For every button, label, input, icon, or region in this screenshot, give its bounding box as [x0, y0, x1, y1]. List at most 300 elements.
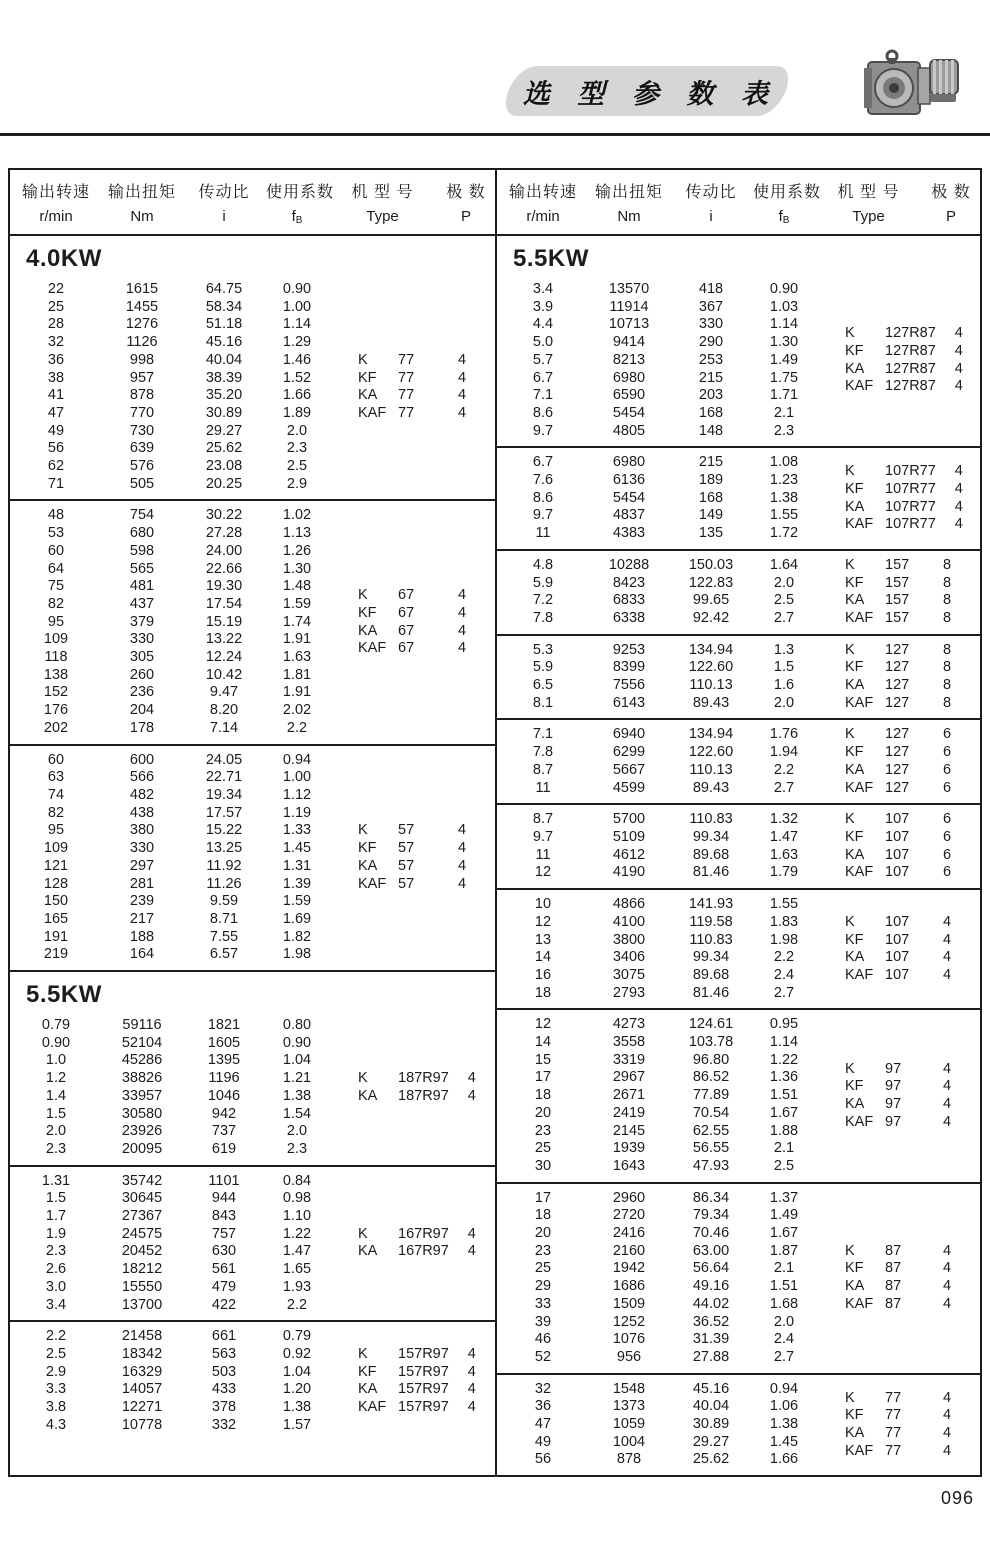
- type-row: [845, 677, 970, 695]
- data-block: [10, 1165, 495, 1321]
- type-model: 57: [398, 822, 415, 839]
- cell-torque: 33957: [121, 1087, 163, 1104]
- type-column: [328, 1328, 505, 1434]
- cell-speed: 176: [43, 702, 69, 719]
- title-banner: [502, 66, 792, 116]
- cell-service-factor: 1.30: [282, 560, 312, 577]
- selection-table: [8, 168, 982, 1477]
- cell-service-factor: 1.98: [282, 946, 312, 963]
- type-prefix: KF: [845, 931, 864, 948]
- type-prefix: KA: [845, 677, 865, 694]
- cell-torque: 204: [129, 702, 155, 719]
- cell-service-factor: 1.33: [282, 822, 312, 839]
- cell-torque: 878: [616, 1451, 642, 1468]
- cell-torque: 23926: [121, 1123, 163, 1140]
- cell-ratio: 1821: [207, 1017, 241, 1034]
- data-block: [10, 1320, 495, 1440]
- cell-torque: 4599: [612, 779, 646, 796]
- cell-ratio: 168: [698, 404, 724, 421]
- cell-torque: 3406: [612, 949, 646, 966]
- cell-speed: 3.4: [45, 1296, 67, 1313]
- type-row: [358, 1346, 495, 1364]
- type-row: [358, 876, 485, 894]
- cell-ratio: 122.83: [688, 574, 734, 591]
- cell-speed: 13: [534, 931, 552, 948]
- numeric-columns: [497, 726, 815, 797]
- poles-cell: 4: [942, 1095, 952, 1112]
- cell-speed: 109: [43, 840, 69, 857]
- type-prefix: KF: [358, 840, 377, 857]
- type-prefix: KF: [845, 828, 864, 845]
- type-prefix: K: [845, 811, 855, 828]
- cell-torque: 5454: [612, 404, 646, 421]
- type-prefix: KAF: [358, 640, 387, 657]
- cell-torque: 21458: [121, 1328, 163, 1345]
- cell-torque: 2671: [612, 1087, 646, 1104]
- poles-cell: 4: [467, 1345, 476, 1362]
- cell-speed: 2.6: [45, 1261, 67, 1278]
- cell-ratio: 31.39: [692, 1331, 730, 1348]
- type-prefix: KA: [845, 498, 865, 515]
- cell-ratio: 56.55: [692, 1140, 730, 1157]
- type-column: [815, 454, 990, 543]
- type-model: 157: [885, 574, 910, 591]
- cell-service-factor: 2.2: [286, 719, 308, 736]
- cell-ratio: 215: [698, 369, 724, 386]
- column-label: 极 数: [446, 184, 486, 201]
- type-model: 97: [885, 1078, 902, 1095]
- type-row: [845, 829, 970, 847]
- cell-service-factor: 1.14: [769, 1034, 799, 1051]
- cell-torque: 13700: [121, 1296, 163, 1313]
- cell-torque: 680: [129, 525, 155, 542]
- cell-speed: 1.4: [45, 1087, 67, 1104]
- type-model: 157: [885, 592, 910, 609]
- type-prefix: K: [358, 1225, 368, 1242]
- data-block: [10, 744, 495, 970]
- type-model: 87: [885, 1260, 902, 1277]
- type-prefix: KA: [845, 949, 865, 966]
- cell-speed: 36: [534, 1398, 552, 1415]
- cell-ratio: 13.22: [205, 631, 243, 648]
- cell-torque: 6833: [612, 592, 646, 609]
- type-model: 127R87: [885, 325, 936, 342]
- cell-ratio: 148: [698, 422, 724, 439]
- type-row: [845, 847, 970, 865]
- type-column: [815, 811, 980, 882]
- type-model: 127: [885, 677, 910, 694]
- cell-speed: 14: [534, 949, 552, 966]
- cell-torque: 5667: [612, 761, 646, 778]
- type-model: 57: [398, 875, 415, 892]
- cell-service-factor: 1.91: [282, 684, 312, 701]
- cell-torque: 30580: [121, 1105, 163, 1122]
- data-block: [497, 803, 980, 888]
- type-model: 157R97: [398, 1381, 449, 1398]
- cell-speed: 60: [47, 542, 65, 559]
- cell-speed: 17: [534, 1189, 552, 1206]
- cell-speed: 7.1: [532, 387, 554, 404]
- cell-ratio: 1395: [207, 1052, 241, 1069]
- type-model: 77: [398, 404, 415, 421]
- cell-torque: 6136: [612, 472, 646, 489]
- cell-ratio: 141.93: [688, 896, 734, 913]
- type-prefix: KF: [845, 1078, 864, 1095]
- poles-cell: 4: [457, 857, 467, 874]
- cell-speed: 3.4: [532, 281, 554, 297]
- cell-service-factor: 1.32: [769, 811, 799, 828]
- cell-service-factor: 1.19: [282, 804, 312, 821]
- cell-ratio: 81.46: [692, 864, 730, 881]
- cell-service-factor: 1.38: [282, 1087, 312, 1104]
- cell-torque: 1942: [612, 1260, 646, 1277]
- cell-ratio: 189: [698, 472, 724, 489]
- type-model: 107R77: [885, 463, 936, 480]
- cell-service-factor: 1.12: [282, 786, 312, 803]
- poles-cell: 4: [954, 360, 963, 377]
- type-prefix: KAF: [845, 516, 874, 533]
- type-model: 97: [885, 1113, 902, 1130]
- type-prefix: KA: [845, 761, 865, 778]
- cell-torque: 5454: [612, 489, 646, 506]
- type-model: 77: [885, 1442, 902, 1459]
- cell-ratio: 1196: [208, 1070, 240, 1087]
- cell-speed: 18: [534, 1087, 552, 1104]
- cell-speed: 18: [534, 984, 552, 1001]
- cell-torque: 297: [129, 857, 155, 874]
- type-row: [845, 967, 970, 985]
- cell-service-factor: 1.83: [769, 913, 799, 930]
- numeric-columns: [497, 1190, 815, 1367]
- type-model: 187R97: [398, 1087, 449, 1104]
- cell-service-factor: 1.20: [282, 1381, 312, 1398]
- cell-service-factor: 1.37: [769, 1189, 799, 1206]
- poles-cell: 4: [467, 1381, 476, 1398]
- cell-speed: 41: [47, 387, 65, 404]
- cell-speed: 5.9: [532, 574, 554, 591]
- cell-torque: 4190: [612, 864, 646, 881]
- poles-cell: 4: [467, 1225, 476, 1242]
- cell-service-factor: 1.04: [282, 1363, 312, 1380]
- cell-service-factor: 1.63: [282, 649, 312, 666]
- cell-service-factor: 1.47: [282, 1243, 312, 1260]
- cell-speed: 5.9: [532, 659, 554, 676]
- cell-ratio: 561: [211, 1261, 237, 1278]
- cell-torque: 13570: [608, 281, 650, 297]
- data-block: [497, 634, 980, 719]
- cell-speed: 9.7: [532, 507, 554, 524]
- cell-service-factor: 2.0: [286, 422, 308, 439]
- cell-service-factor: 1.63: [769, 846, 799, 863]
- type-prefix: K: [358, 822, 368, 839]
- poles-cell: 4: [457, 822, 467, 839]
- column-label: 机 型 号: [351, 184, 414, 201]
- cell-speed: 1.7: [45, 1208, 67, 1225]
- cell-service-factor: 1.67: [769, 1225, 799, 1242]
- type-prefix: K: [845, 325, 855, 342]
- numeric-columns: [497, 1016, 815, 1175]
- cell-service-factor: 1.94: [769, 744, 799, 761]
- cell-speed: 95: [47, 822, 65, 839]
- cell-service-factor: 1.64: [769, 556, 799, 573]
- type-row: [845, 557, 970, 575]
- cell-speed: 8.6: [532, 404, 554, 421]
- cell-torque: 379: [129, 613, 155, 630]
- cell-speed: 64: [47, 560, 65, 577]
- type-prefix: KA: [358, 1087, 378, 1104]
- type-row: [358, 1243, 495, 1261]
- cell-torque: 14057: [121, 1381, 163, 1398]
- cell-ratio: 1046: [207, 1087, 241, 1104]
- cell-torque: 8423: [612, 574, 646, 591]
- type-column: [328, 1173, 505, 1315]
- poles-cell: 4: [954, 325, 963, 342]
- type-row: [845, 1243, 970, 1261]
- poles-cell: 4: [954, 342, 963, 359]
- cell-ratio: 49.16: [692, 1278, 730, 1295]
- cell-speed: 18: [534, 1207, 552, 1224]
- numeric-columns: [10, 507, 328, 737]
- cell-ratio: 47.93: [692, 1157, 730, 1174]
- cell-torque: 178: [129, 719, 155, 736]
- numeric-columns: [10, 1173, 328, 1315]
- cell-ratio: 418: [698, 281, 724, 297]
- cell-service-factor: 1.38: [769, 1416, 799, 1433]
- type-row: [358, 1226, 495, 1244]
- cell-torque: 1076: [612, 1331, 646, 1348]
- cell-service-factor: 1.39: [282, 875, 312, 892]
- data-block: [497, 549, 980, 634]
- numeric-columns: [497, 1381, 815, 1470]
- type-row: [845, 481, 982, 499]
- cell-ratio: 44.02: [692, 1295, 730, 1312]
- cell-torque: 35742: [121, 1172, 163, 1189]
- cell-service-factor: 2.2: [773, 761, 795, 778]
- cell-ratio: 22.71: [205, 769, 243, 786]
- type-model: 67: [398, 604, 415, 621]
- cell-service-factor: 1.71: [769, 387, 799, 404]
- poles-cell: 4: [457, 840, 467, 857]
- cell-ratio: 757: [211, 1225, 237, 1242]
- cell-torque: 9253: [612, 641, 646, 658]
- cell-service-factor: 1.14: [282, 316, 312, 333]
- cell-speed: 22: [47, 281, 65, 297]
- cell-ratio: 89.43: [692, 694, 730, 711]
- page-number: 096: [940, 1488, 974, 1508]
- cell-speed: 23: [534, 1242, 552, 1259]
- type-prefix: KA: [845, 1095, 865, 1112]
- type-row: [845, 1096, 970, 1114]
- type-prefix: KA: [845, 846, 865, 863]
- poles-cell: 6: [942, 828, 952, 845]
- cell-ratio: 29.27: [692, 1433, 730, 1450]
- data-block: [497, 1373, 980, 1476]
- column-header: [669, 179, 753, 226]
- cell-speed: 62: [47, 458, 65, 475]
- type-model: 167R97: [398, 1243, 449, 1260]
- cell-speed: 1.31: [41, 1172, 71, 1189]
- type-model: 127: [885, 641, 910, 658]
- numeric-columns: [497, 454, 815, 543]
- cell-service-factor: 2.3: [286, 1140, 308, 1157]
- cell-ratio: 35.20: [205, 387, 243, 404]
- cell-torque: 754: [129, 507, 155, 524]
- cell-service-factor: 2.2: [286, 1296, 308, 1313]
- cell-ratio: 51.18: [205, 316, 243, 333]
- cell-ratio: 40.04: [205, 351, 243, 368]
- numeric-columns: [497, 281, 815, 440]
- type-row: [358, 840, 485, 858]
- cell-torque: 4612: [612, 846, 646, 863]
- cell-service-factor: 2.0: [773, 574, 795, 591]
- type-row: [845, 1260, 970, 1278]
- cell-service-factor: 0.80: [282, 1017, 312, 1034]
- cell-service-factor: 1.30: [769, 334, 799, 351]
- cell-torque: 957: [129, 369, 155, 386]
- cell-speed: 6.7: [532, 454, 554, 471]
- cell-ratio: 64.75: [205, 281, 243, 297]
- cell-service-factor: 1.72: [769, 525, 799, 542]
- cell-torque: 437: [129, 595, 155, 612]
- cell-ratio: 149: [698, 507, 724, 524]
- poles-cell: 4: [942, 1389, 952, 1406]
- type-model: 127R87: [885, 378, 936, 395]
- cell-torque: 217: [129, 910, 155, 927]
- cell-torque: 18342: [121, 1345, 163, 1362]
- cell-ratio: 122.60: [688, 744, 734, 761]
- column-unit: r/min: [526, 208, 560, 225]
- cell-service-factor: 1.52: [282, 369, 312, 386]
- cell-ratio: 563: [211, 1345, 237, 1362]
- cell-service-factor: 2.5: [773, 592, 795, 609]
- type-prefix: KA: [358, 1243, 378, 1260]
- cell-ratio: 11.26: [206, 875, 242, 892]
- type-prefix: KAF: [845, 694, 874, 711]
- type-row: [845, 949, 970, 967]
- cell-ratio: 25.62: [692, 1451, 730, 1468]
- column-unit: P: [945, 208, 956, 225]
- cell-ratio: 124.61: [688, 1016, 734, 1033]
- cell-torque: 3319: [612, 1051, 646, 1068]
- poles-cell: 8: [942, 556, 952, 573]
- type-prefix: K: [845, 1389, 855, 1406]
- cell-ratio: 13.25: [205, 840, 243, 857]
- cell-service-factor: 0.94: [769, 1380, 799, 1397]
- cell-torque: 1939: [612, 1140, 646, 1157]
- type-row: [358, 858, 485, 876]
- cell-speed: 63: [47, 769, 65, 786]
- type-row: [358, 387, 485, 405]
- type-prefix: K: [845, 913, 855, 930]
- cell-service-factor: 1.26: [282, 542, 312, 559]
- cell-torque: 6980: [612, 369, 646, 386]
- column-header: [266, 179, 335, 226]
- poles-cell: 4: [457, 404, 467, 421]
- cell-service-factor: 0.90: [769, 281, 799, 297]
- cell-service-factor: 1.98: [769, 931, 799, 948]
- poles-cell: 4: [942, 1242, 952, 1259]
- cell-service-factor: 1.66: [282, 387, 312, 404]
- type-column: [328, 1017, 505, 1159]
- cell-ratio: 8.20: [209, 702, 239, 719]
- cell-service-factor: 2.5: [773, 1157, 795, 1174]
- cell-ratio: 215: [698, 454, 724, 471]
- cell-ratio: 135: [698, 525, 724, 542]
- type-row: [845, 361, 982, 379]
- cell-ratio: 96.80: [692, 1051, 730, 1068]
- cell-service-factor: 1.47: [769, 828, 799, 845]
- cell-ratio: 433: [211, 1381, 237, 1398]
- type-row: [845, 610, 970, 628]
- cell-speed: 38: [47, 369, 65, 386]
- cell-service-factor: 1.13: [282, 525, 312, 542]
- column-unit: Type: [852, 208, 885, 225]
- type-model: 107: [885, 931, 910, 948]
- column-header: [753, 179, 822, 226]
- type-prefix: K: [845, 641, 855, 658]
- column-label: 输出转速: [508, 184, 577, 201]
- cell-ratio: 20.25: [205, 475, 243, 492]
- type-prefix: KF: [358, 369, 377, 386]
- column-unit: $f_B$: [291, 208, 303, 226]
- column-unit: i: [709, 208, 713, 225]
- cell-torque: 8213: [612, 351, 646, 368]
- type-prefix: KAF: [358, 1399, 387, 1416]
- cell-service-factor: 1.59: [282, 893, 312, 910]
- cell-torque: 600: [129, 751, 155, 768]
- column-header: [328, 179, 437, 226]
- type-model: 157: [885, 556, 910, 573]
- poles-cell: 8: [942, 592, 952, 609]
- cell-torque: 2793: [612, 984, 646, 1001]
- cell-service-factor: 1.00: [282, 298, 312, 315]
- type-prefix: KA: [358, 622, 378, 639]
- poles-cell: 8: [942, 609, 952, 626]
- cell-speed: 11: [535, 779, 551, 796]
- type-model: 127R87: [885, 360, 936, 377]
- cell-speed: 56: [47, 440, 65, 457]
- cell-service-factor: 1.29: [282, 334, 312, 351]
- type-prefix: KAF: [845, 1295, 874, 1312]
- cell-torque: 4866: [612, 896, 646, 913]
- cell-service-factor: 0.90: [282, 281, 312, 297]
- cell-torque: 7556: [612, 677, 646, 694]
- cell-speed: 5.7: [532, 351, 554, 368]
- cell-torque: 1004: [612, 1433, 646, 1450]
- cell-torque: 236: [129, 684, 155, 701]
- poles-cell: 4: [942, 1442, 952, 1459]
- cell-service-factor: 1.21: [282, 1070, 312, 1087]
- type-model: 127: [885, 726, 910, 743]
- cell-service-factor: 2.7: [773, 1348, 795, 1365]
- cell-ratio: 36.52: [692, 1313, 730, 1330]
- type-prefix: KF: [358, 604, 377, 621]
- cell-torque: 12271: [121, 1399, 163, 1416]
- type-model: 87: [885, 1295, 902, 1312]
- type-model: 107: [885, 811, 910, 828]
- cell-torque: 1643: [612, 1157, 646, 1174]
- cell-service-factor: 2.7: [773, 984, 795, 1001]
- cell-speed: 75: [47, 578, 65, 595]
- cell-torque: 1455: [125, 298, 159, 315]
- cell-torque: 639: [129, 440, 155, 457]
- column-unit-subscript: B: [295, 215, 303, 226]
- cell-speed: 25: [534, 1140, 552, 1157]
- cell-ratio: 9.47: [209, 684, 239, 701]
- cell-service-factor: 1.31: [282, 857, 312, 874]
- cell-torque: 2419: [612, 1104, 646, 1121]
- type-model: 107R77: [885, 480, 936, 497]
